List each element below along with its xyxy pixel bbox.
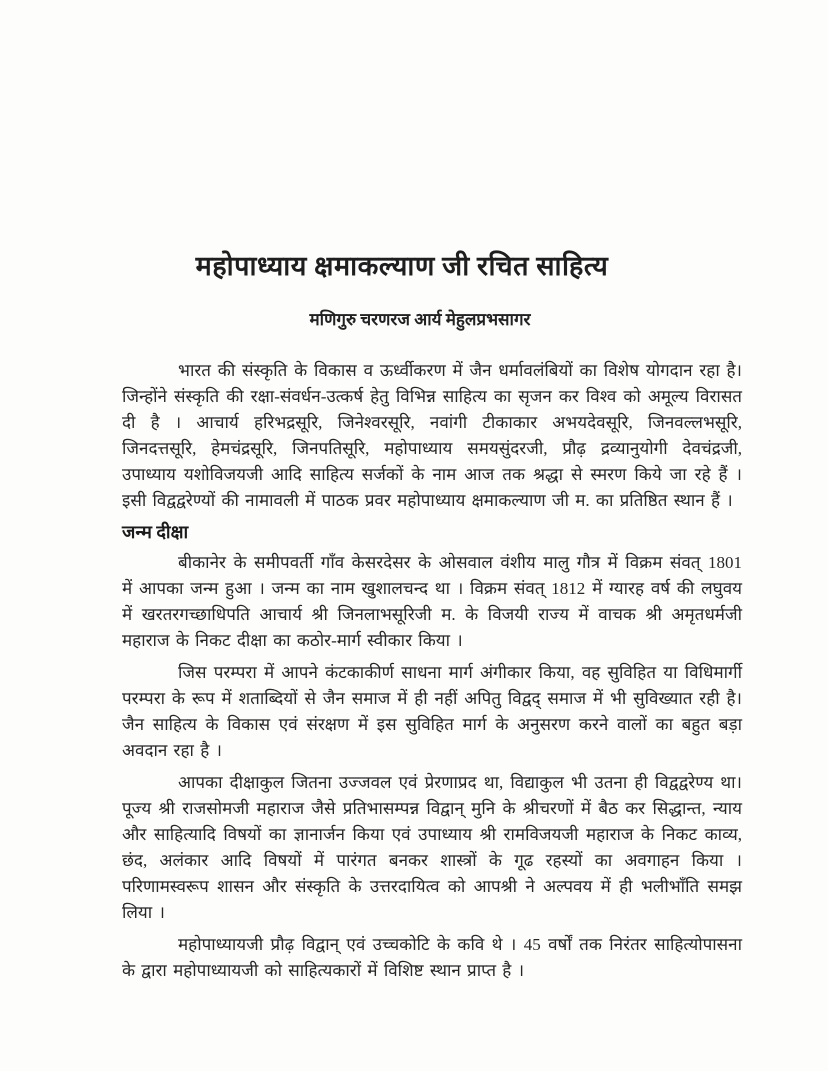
section-paragraph: महोपाध्यायजी प्रौढ़ विद्वान् एवं उच्चकोटि के कवि थे । 45 वर्षों तक निरंतर साहित्योपासना के द्वारा महोपाध्यायजी को साहित्यकारों में विशिष्ट स्थान प्राप्त है । [122,935,742,980]
text-column [122,0,742,990]
page-title: महोपाध्याय क्षमाकल्याण जी रचित साहित्य [195,251,609,281]
byline: मणिगुरु चरणरज आर्य मेहुलप्रभसागर [309,310,531,329]
section-paragraph: आपका दीक्षाकुल जितना उज्जवल एवं प्रेरणाप्रद था, विद्याकुल भी उतना ही विद्वद्वरेण्य था। पूज्य श्री राजसोमजी महाराज जैसे प्रतिभासम्पन्न विद्वान् मुनि के श्रीचरणों में बैठ कर सिद्धान्त, न्याय और साहित्यादि विषयों का ज्ञानार्जन किया एवं उपाध्याय श्री रामविजयजी महाराज के निकट काव्य, छंद, अलंकार आदि विषयों में पारंगत बनकर शास्त्रों के गूढ रहस्यों का अवगाहन किया । परिणामस्वरूप शासन और संस्कृति के उत्तरदायित्व को आपश्री ने अल्पवय में ही भलीभाँति समझ लिया । [122,773,742,922]
section-heading-janma-diksha: जन्म दीक्षा [122,522,189,542]
section-paragraph: जिस परम्परा में आपने कंटकाकीर्ण साधना मार्ग अंगीकार किया, वह सुविहित या विधिमार्गी परम्परा के रूप में शताब्दियों से जैन समाज में ही नहीं अपितु विद्वद् समाज में भी सुविख्यात रही है। जैन साहित्य के विकास एवं संरक्षण में इस सुविहित मार्ग के अनुसरण करने वालों का बहुत बड़ा अवदान रहा है । [122,663,742,760]
section-paragraph: बीकानेर के समीपवर्ती गाँव केसरदेसर के ओसवाल वंशीय मालु गौत्र में विक्रम संवत् 1801 में आपका जन्म हुआ । जन्म का नाम खुशालचन्द था । विक्रम संवत् 1812 में ग्यारह वर्ष की लघुवय में खरतरगच्छाधिपति आचार्य श्री जिनलाभसूरिजी म. के विजयी राज्य में वाचक श्री अमृतधर्मजी महाराज के निकट दीक्षा का कठोर-मार्ग स्वीकार किया । [122,553,742,650]
intro-paragraph: भारत की संस्कृति के विकास व ऊर्ध्वीकरण में जैन धर्मावलंबियों का विशेष योगदान रहा है। जिन्होंने संस्कृति की रक्षा-संवर्धन-उत्कर्ष हेतु विभिन्न साहित्य का सृजन कर विश्व को अमूल्य विरासत दी है । आचार्य हरिभद्रसूरि, जिनेश्वरसूरि, नवांगी टीकाकार अभयदेवसूरि, जिनवल्लभसूरि, जिनदत्तसूरि, हेमचंद्रसूरि, जिनपतिसूरि, महोपाध्याय समयसुंदरजी, प्रौढ़ द्रव्यानुयोगी देवचंद्रजी, उपाध्याय यशोविजयजी आदि साहित्य सर्जकों के नाम आज तक श्रद्धा से स्मरण किये जा रहे हैं । इसी विद्वद्वरेण्यों की नामावली में पाठक प्रवर महोपाध्याय क्षमाकल्याण जी म. का प्रतिष्ठित स्थान हैं । [122,361,742,510]
